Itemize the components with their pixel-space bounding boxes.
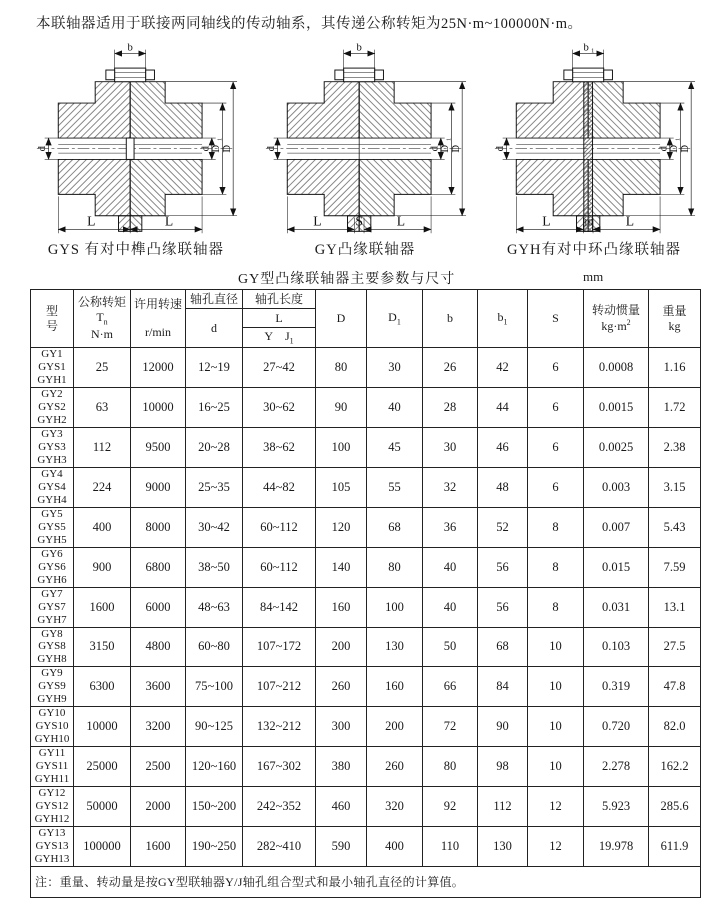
table-unit-label: mm xyxy=(583,269,604,285)
value-cell: 2.38 xyxy=(649,427,701,467)
dim-label-L-right: L xyxy=(396,213,406,229)
dim-label-D1: D xyxy=(668,144,681,153)
dim-label-L-left: L xyxy=(313,213,322,229)
col-header-d-symbol: d xyxy=(186,309,243,348)
table-row xyxy=(31,547,701,587)
value-cell: 120 xyxy=(316,507,367,547)
value-cell: 590 xyxy=(316,827,367,867)
value-cell: 10000 xyxy=(74,707,131,747)
value-cell: 90 xyxy=(316,388,367,428)
col-header-inertia: 转动惯量 $kg\cdot m^2$ xyxy=(584,290,649,348)
value-cell: 30~42 xyxy=(186,507,243,547)
table-row xyxy=(31,467,701,507)
value-cell: 10 xyxy=(528,747,584,787)
value-cell: 6 xyxy=(528,348,584,388)
value-cell: 0.031 xyxy=(584,587,649,627)
model-cell xyxy=(31,747,74,787)
bolt-icon xyxy=(335,68,384,82)
model-label: GY13 xyxy=(38,827,66,840)
table-header xyxy=(31,290,701,348)
value-cell: 56 xyxy=(478,587,528,627)
value-cell: 40 xyxy=(423,587,478,627)
value-cell: 100 xyxy=(316,427,367,467)
value-cell: 8 xyxy=(528,587,584,627)
model-cell xyxy=(31,547,74,587)
value-cell: 16~25 xyxy=(186,388,243,428)
value-cell: 25000 xyxy=(74,747,131,787)
model-label: GYH3 xyxy=(37,453,67,466)
value-cell: 3200 xyxy=(131,707,186,747)
value-cell: 80 xyxy=(367,547,423,587)
model-label: GY8 xyxy=(41,627,63,640)
value-cell: 9000 xyxy=(131,467,186,507)
col-header-S: S xyxy=(528,290,584,348)
value-cell: 100 xyxy=(367,587,423,627)
col-header-weight: 重量 kg xyxy=(649,290,701,348)
model-label: GYH12 xyxy=(34,813,70,826)
model-label: GYH10 xyxy=(34,733,70,746)
value-cell: 60~112 xyxy=(243,547,316,587)
value-cell: 38~50 xyxy=(186,547,243,587)
value-cell: 90~125 xyxy=(186,707,243,747)
value-cell: 32 xyxy=(423,467,478,507)
col-header-torque: 公称转矩 $T_n$ N·m xyxy=(74,290,131,348)
value-cell: 4800 xyxy=(131,627,186,667)
value-cell: 30 xyxy=(367,348,423,388)
value-cell: 72 xyxy=(423,707,478,747)
model-cell xyxy=(31,787,74,827)
col-header-bore-length: 轴孔长度 xyxy=(243,290,316,309)
value-cell: 60~80 xyxy=(186,627,243,667)
value-cell: 27~42 xyxy=(243,348,316,388)
gys-coupling-drawing xyxy=(33,37,239,237)
model-cell xyxy=(31,587,74,627)
value-cell: 50000 xyxy=(74,787,131,827)
value-cell: 10000 xyxy=(131,388,186,428)
value-cell: 5.43 xyxy=(649,507,701,547)
dim-label-D: D xyxy=(449,144,462,153)
model-cell xyxy=(31,427,74,467)
diagram-gyh xyxy=(488,37,700,259)
value-cell: 30~62 xyxy=(243,388,316,428)
value-cell: 20~28 xyxy=(186,427,243,467)
value-cell: 10 xyxy=(528,667,584,707)
model-label: GY4 xyxy=(41,467,63,480)
table-note: 注：重量、转动量是按GY型联轴器Y/J轴孔组合型式和最小轴孔直径的计算值。 xyxy=(31,866,701,897)
table-row xyxy=(31,827,701,867)
dim-label-d-right: d xyxy=(428,146,441,152)
value-cell: 112 xyxy=(478,787,528,827)
dim-label-b1-sub: 1 xyxy=(591,47,595,55)
dim-label-d-left: d xyxy=(265,146,278,152)
model-label: GYH6 xyxy=(37,573,67,586)
value-cell: 8 xyxy=(528,547,584,587)
value-cell: 0.0008 xyxy=(584,348,649,388)
value-cell: 105 xyxy=(316,467,367,507)
value-cell: 107~212 xyxy=(243,667,316,707)
dim-label-d-right: d xyxy=(657,146,670,152)
table-row xyxy=(31,427,701,467)
value-cell: 19.978 xyxy=(584,827,649,867)
col-header-YJ1: Y $J_1$ xyxy=(243,328,316,348)
value-cell: 282~410 xyxy=(243,827,316,867)
model-label: GY12 xyxy=(38,787,66,800)
value-cell: 0.319 xyxy=(584,667,649,707)
dim-label-d-left: d xyxy=(494,146,507,152)
value-cell: 200 xyxy=(367,707,423,747)
value-cell: 260 xyxy=(316,667,367,707)
value-cell: 260 xyxy=(367,747,423,787)
value-cell: 0.0025 xyxy=(584,427,649,467)
value-cell: 13.1 xyxy=(649,587,701,627)
value-cell: 1600 xyxy=(131,827,186,867)
col-header-b1: $b_1$ xyxy=(478,290,528,348)
value-cell: 30 xyxy=(423,427,478,467)
model-label: GYS11 xyxy=(35,760,69,773)
gyh-coupling-drawing xyxy=(491,37,697,237)
value-cell: 28 xyxy=(423,388,478,428)
value-cell: 107~172 xyxy=(243,627,316,667)
value-cell: 900 xyxy=(74,547,131,587)
value-cell: 42 xyxy=(478,348,528,388)
value-cell: 160 xyxy=(367,667,423,707)
diagram-gy-caption: GY凸缘联轴器 xyxy=(314,242,416,259)
value-cell: 12 xyxy=(528,787,584,827)
model-label: GY10 xyxy=(38,707,66,720)
model-label: GY3 xyxy=(41,427,63,440)
gy-coupling-drawing xyxy=(262,37,468,237)
value-cell: 400 xyxy=(74,507,131,547)
value-cell: 160 xyxy=(316,587,367,627)
value-cell: 12 xyxy=(528,827,584,867)
value-cell: 110 xyxy=(423,827,478,867)
value-cell: 92 xyxy=(423,787,478,827)
value-cell: 8 xyxy=(528,507,584,547)
table-row xyxy=(31,747,701,787)
model-label: GYS6 xyxy=(38,560,66,573)
dim-label-d-right: d xyxy=(199,146,212,152)
dim-label-b1: b xyxy=(583,41,589,54)
table-row xyxy=(31,627,701,667)
dim-label-10: 10 xyxy=(583,217,594,229)
value-cell: 10 xyxy=(528,627,584,667)
value-cell: 5.923 xyxy=(584,787,649,827)
value-cell: 3.15 xyxy=(649,467,701,507)
value-cell: 6 xyxy=(528,427,584,467)
dim-label-D1: D xyxy=(439,144,452,153)
value-cell: 1.16 xyxy=(649,348,701,388)
value-cell: 26 xyxy=(423,348,478,388)
table-row xyxy=(31,388,701,428)
value-cell: 82.0 xyxy=(649,707,701,747)
value-cell: 80 xyxy=(423,747,478,787)
model-label: GYS7 xyxy=(38,600,66,613)
value-cell: 0.015 xyxy=(584,547,649,587)
flange-body xyxy=(58,82,202,232)
value-cell: 9500 xyxy=(131,427,186,467)
value-cell: 38~62 xyxy=(243,427,316,467)
table-row xyxy=(31,587,701,627)
value-cell: 0.103 xyxy=(584,627,649,667)
value-cell: 50 xyxy=(423,627,478,667)
value-cell: 40 xyxy=(367,388,423,428)
col-header-model: 型 号 xyxy=(31,290,74,348)
model-label: GY7 xyxy=(41,587,63,600)
bolt-icon xyxy=(106,68,155,82)
value-cell: 611.9 xyxy=(649,827,701,867)
model-label: GYH11 xyxy=(34,773,70,786)
value-cell: 460 xyxy=(316,787,367,827)
value-cell: 46 xyxy=(478,427,528,467)
value-cell: 0.003 xyxy=(584,467,649,507)
model-cell xyxy=(31,667,74,707)
dim-label-D1: D xyxy=(210,144,223,153)
value-cell: 6300 xyxy=(74,667,131,707)
value-cell: 25~35 xyxy=(186,467,243,507)
value-cell: 2.278 xyxy=(584,747,649,787)
value-cell: 8000 xyxy=(131,507,186,547)
dim-label-L-left: L xyxy=(542,213,551,229)
value-cell: 224 xyxy=(74,467,131,507)
diagram-gys xyxy=(30,37,242,259)
table-title: GY型凸缘联轴器主要参数与尺寸 xyxy=(238,272,456,288)
value-cell: 130 xyxy=(478,827,528,867)
value-cell: 60~112 xyxy=(243,507,316,547)
model-label: GY2 xyxy=(41,388,63,401)
col-header-D1: $D_1$ xyxy=(367,290,423,348)
value-cell: 68 xyxy=(367,507,423,547)
table-row xyxy=(31,667,701,707)
col-header-b: b xyxy=(423,290,478,348)
value-cell: 98 xyxy=(478,747,528,787)
value-cell: 2500 xyxy=(131,747,186,787)
value-cell: 190~250 xyxy=(186,827,243,867)
value-cell: 400 xyxy=(367,827,423,867)
value-cell: 0.720 xyxy=(584,707,649,747)
value-cell: 63 xyxy=(74,388,131,428)
model-label: GYS4 xyxy=(38,480,66,493)
centering-spigot xyxy=(126,138,134,159)
table-row xyxy=(31,707,701,747)
model-label: GYH4 xyxy=(37,493,67,506)
value-cell: 1.72 xyxy=(649,388,701,428)
value-cell: 130 xyxy=(367,627,423,667)
dim-label-D1-sub: 1 xyxy=(216,137,224,141)
value-cell: 162.2 xyxy=(649,747,701,787)
dim-label-b: b xyxy=(127,41,133,54)
value-cell: 40 xyxy=(423,547,478,587)
model-cell xyxy=(31,827,74,867)
value-cell: 6800 xyxy=(131,547,186,587)
dim-label-L-left: L xyxy=(87,213,96,229)
note-row xyxy=(31,866,701,897)
model-label: GYS1 xyxy=(38,361,66,374)
value-cell: 56 xyxy=(478,547,528,587)
value-cell: 25 xyxy=(74,348,131,388)
value-cell: 90 xyxy=(478,707,528,747)
value-cell: 44~82 xyxy=(243,467,316,507)
model-cell xyxy=(31,507,74,547)
value-cell: 48~63 xyxy=(186,587,243,627)
value-cell: 0.007 xyxy=(584,507,649,547)
value-cell: 66 xyxy=(423,667,478,707)
model-label: GYH8 xyxy=(37,653,67,666)
dim-label-D1-sub: 1 xyxy=(674,137,682,141)
value-cell: 36 xyxy=(423,507,478,547)
dim-label-L-right: L xyxy=(625,213,635,229)
value-cell: 6 xyxy=(528,388,584,428)
model-label: GY11 xyxy=(38,747,66,760)
value-cell: 140 xyxy=(316,547,367,587)
table-row xyxy=(31,507,701,547)
dim-label-D: D xyxy=(220,144,233,153)
table-row xyxy=(31,787,701,827)
value-cell: 55 xyxy=(367,467,423,507)
value-cell: 12000 xyxy=(131,348,186,388)
value-cell: 84 xyxy=(478,667,528,707)
model-label: GYS13 xyxy=(35,840,69,852)
model-label: GYS10 xyxy=(35,720,69,733)
model-cell xyxy=(31,388,74,428)
model-label: GYH2 xyxy=(37,414,67,426)
diagram-row xyxy=(30,37,700,259)
bolt-icon xyxy=(564,68,613,82)
value-cell: 320 xyxy=(367,787,423,827)
model-cell xyxy=(31,467,74,507)
model-label: GYS9 xyxy=(38,680,66,693)
value-cell: 7.59 xyxy=(649,547,701,587)
value-cell: 120~160 xyxy=(186,747,243,787)
value-cell: 100000 xyxy=(74,827,131,867)
diagram-gys-caption: GYS 有对中榫凸缘联轴器 xyxy=(47,242,225,259)
value-cell: 10 xyxy=(528,707,584,747)
diagram-gy xyxy=(259,37,471,259)
value-cell: 380 xyxy=(316,747,367,787)
model-label: GYH1 xyxy=(37,374,67,387)
model-label: GYS8 xyxy=(38,640,66,653)
value-cell: 3600 xyxy=(131,667,186,707)
value-cell: 84~142 xyxy=(243,587,316,627)
value-cell: 150~200 xyxy=(186,787,243,827)
dim-label-S: S xyxy=(355,213,363,229)
value-cell: 68 xyxy=(478,627,528,667)
table-title-row xyxy=(30,259,700,289)
flange-body xyxy=(287,82,431,232)
model-cell xyxy=(31,348,74,388)
value-cell: 6000 xyxy=(131,587,186,627)
col-header-D: D xyxy=(316,290,367,348)
value-cell: 27.5 xyxy=(649,627,701,667)
intro-text: 本联轴器适用于联接两同轴线的传动轴系，其传递公称转矩为25N·m~100000N·m。 xyxy=(36,16,583,32)
centering-ring xyxy=(584,82,593,232)
model-label: GY9 xyxy=(41,667,63,680)
model-label: GYH5 xyxy=(37,533,67,546)
value-cell: 80 xyxy=(316,348,367,388)
parameters-table xyxy=(30,289,701,898)
table-body xyxy=(31,348,701,898)
value-cell: 3150 xyxy=(74,627,131,667)
value-cell: 6 xyxy=(528,467,584,507)
value-cell: 47.8 xyxy=(649,667,701,707)
value-cell: 300 xyxy=(316,707,367,747)
value-cell: 200 xyxy=(316,627,367,667)
value-cell: 48 xyxy=(478,467,528,507)
model-cell xyxy=(31,627,74,667)
model-label: GYH7 xyxy=(37,613,67,626)
model-label: GYH9 xyxy=(37,693,67,706)
value-cell: 75~100 xyxy=(186,667,243,707)
col-header-speed: 许用转速 r/min xyxy=(131,290,186,348)
dim-label-L-right: L xyxy=(164,213,174,229)
value-cell: 2000 xyxy=(131,787,186,827)
value-cell: 242~352 xyxy=(243,787,316,827)
model-cell xyxy=(31,707,74,747)
value-cell: 132~212 xyxy=(243,707,316,747)
dim-label-D: D xyxy=(678,144,691,153)
dim-label-b: b xyxy=(356,41,362,54)
col-header-L-symbol: L xyxy=(243,309,316,328)
value-cell: 12~19 xyxy=(186,348,243,388)
value-cell: 45 xyxy=(367,427,423,467)
value-cell: 1600 xyxy=(74,587,131,627)
col-header-bore-diameter: 轴孔直径 xyxy=(186,290,243,309)
value-cell: 167~302 xyxy=(243,747,316,787)
model-label: GYH13 xyxy=(34,852,70,865)
value-cell: 44 xyxy=(478,388,528,428)
table-row xyxy=(31,348,701,388)
value-cell: 112 xyxy=(74,427,131,467)
value-cell: 0.0015 xyxy=(584,388,649,428)
flange-body xyxy=(516,82,660,232)
value-cell: 285.6 xyxy=(649,787,701,827)
dim-label-d-left: d xyxy=(36,146,49,152)
model-label: GY1 xyxy=(41,348,63,361)
model-label: GYS2 xyxy=(38,401,66,414)
diagram-gyh-caption: GYH有对中环凸缘联轴器 xyxy=(507,242,681,259)
model-label: GYS5 xyxy=(38,520,66,533)
dim-label-D1-sub: 1 xyxy=(445,137,453,141)
model-label: GYS3 xyxy=(38,440,66,453)
model-label: GY5 xyxy=(41,507,63,520)
value-cell: 52 xyxy=(478,507,528,547)
model-label: GYS12 xyxy=(35,800,69,813)
model-label: GY6 xyxy=(41,547,63,560)
